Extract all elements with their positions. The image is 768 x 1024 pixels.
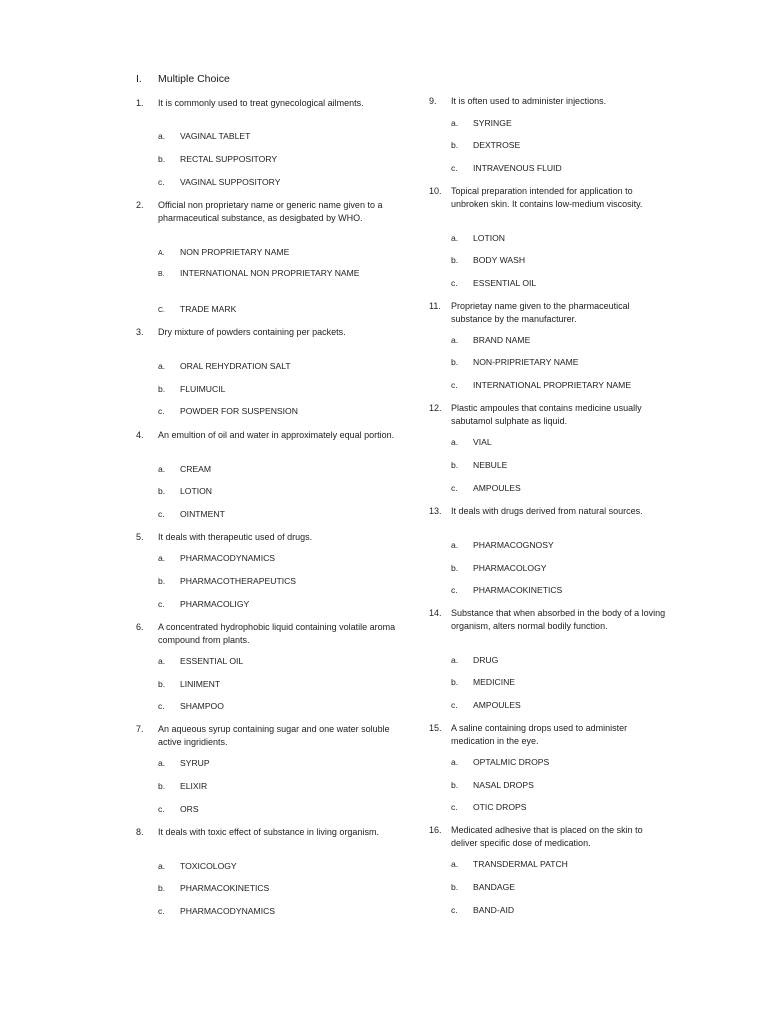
- answer-option: [429, 802, 669, 813]
- answer-option: [136, 656, 396, 667]
- option-letter: c.: [451, 802, 458, 812]
- question: [429, 607, 669, 632]
- section-title: Multiple Choice: [158, 73, 230, 85]
- option-text: OINTMENT: [180, 509, 225, 519]
- option-letter: a.: [451, 540, 459, 550]
- answer-option: [429, 460, 669, 471]
- option-letter: b.: [451, 780, 459, 790]
- option-text: ESSENTIAL OIL: [180, 656, 244, 666]
- option-letter: A.: [158, 250, 165, 257]
- option-letter: b.: [158, 154, 166, 164]
- option-letter: c.: [451, 905, 458, 915]
- question-number: 7.: [136, 724, 144, 734]
- answer-option: [429, 540, 669, 551]
- option-letter: c.: [451, 700, 458, 710]
- question-number: 4.: [136, 430, 144, 440]
- option-letter: a.: [158, 656, 166, 666]
- answer-option: [136, 268, 396, 279]
- question: [136, 97, 396, 110]
- question-number: 6.: [136, 622, 144, 632]
- answer-option: [136, 758, 396, 769]
- question-text: Proprietay name given to the pharmaceutical substance by the manufacturer.: [451, 301, 630, 324]
- question-text: Dry mixture of powders containing per packets.: [158, 327, 346, 337]
- question-text: An aqueous syrup containing sugar and one water soluble active ingridients.: [158, 724, 390, 747]
- answer-option: [429, 882, 669, 893]
- question-number: 14.: [429, 608, 442, 618]
- question-number: 16.: [429, 825, 442, 835]
- answer-option: [136, 304, 396, 315]
- answer-option: [136, 464, 396, 475]
- question: [136, 723, 396, 748]
- answer-option: [136, 247, 396, 258]
- question-text: It deals with drugs derived from natural sources.: [451, 506, 643, 516]
- option-letter: b.: [451, 882, 459, 892]
- answer-option: [136, 154, 396, 165]
- answer-option: [429, 563, 669, 574]
- option-text: NON PROPRIETARY NAME: [180, 247, 290, 257]
- option-text: OTIC DROPS: [473, 802, 527, 812]
- question-number: 13.: [429, 506, 442, 516]
- option-text: DRUG: [473, 655, 499, 665]
- option-text: PHARMACOTHERAPEUTICS: [180, 576, 297, 586]
- question-text: It deals with toxic effect of substance in living organism.: [158, 827, 379, 837]
- question-text: It deals with therapeutic used of drugs.: [158, 532, 313, 542]
- question-number: 11.: [429, 301, 441, 311]
- option-text: VAGINAL TABLET: [180, 131, 251, 141]
- option-text: ORS: [180, 804, 199, 814]
- option-text: NASAL DROPS: [473, 780, 534, 790]
- option-letter: c.: [451, 380, 458, 390]
- question: [136, 531, 396, 544]
- answer-option: [136, 576, 396, 587]
- option-letter: c.: [158, 906, 165, 916]
- option-text: PHARMACOKINETICS: [473, 585, 563, 595]
- question-text: Medicated adhesive that is placed on the skin to deliver specific dose of medication.: [451, 825, 643, 848]
- section-number: I.: [136, 73, 142, 85]
- question: [429, 505, 669, 518]
- answer-option: [429, 255, 669, 266]
- answer-option: [429, 655, 669, 666]
- option-letter: b.: [158, 486, 166, 496]
- answer-option: [429, 233, 669, 244]
- option-letter: b.: [451, 563, 459, 573]
- option-text: TRADE MARK: [180, 304, 237, 314]
- answer-option: [136, 781, 396, 792]
- question: [136, 621, 396, 646]
- option-text: PHARMACOLOGY: [473, 563, 547, 573]
- question-number: 12.: [429, 403, 442, 413]
- question-text: Plastic ampoules that contains medicine usually sabutamol sulphate as liquid.: [451, 403, 642, 426]
- question-text: It is commonly used to treat gynecological ailments.: [158, 98, 364, 108]
- question-text: A saline containing drops used to administer medication in the eye.: [451, 723, 628, 746]
- question-number: 2.: [136, 200, 144, 210]
- option-text: INTERNATIONAL PROPRIETARY NAME: [473, 380, 632, 390]
- question: [136, 429, 396, 442]
- question-number: 10.: [429, 186, 442, 196]
- option-letter: a.: [158, 758, 166, 768]
- answer-option: [136, 883, 396, 894]
- option-letter: b.: [158, 679, 166, 689]
- answer-option: [136, 486, 396, 497]
- question-text: Official non proprietary name or generic name given to a pharmaceutical substance, as desigbated by WHO.: [158, 200, 383, 223]
- question-number: 3.: [136, 327, 144, 337]
- option-text: ELIXIR: [180, 781, 208, 791]
- option-letter: c.: [158, 406, 165, 416]
- option-text: FLUIMUCIL: [180, 384, 226, 394]
- question-text: It is often used to administer injections.: [451, 96, 607, 106]
- answer-option: [429, 585, 669, 596]
- option-text: NON-PRIPRIETARY NAME: [473, 357, 579, 367]
- answer-option: [429, 905, 669, 916]
- option-letter: b.: [158, 384, 166, 394]
- option-text: SYRINGE: [473, 118, 512, 128]
- question-number: 15.: [429, 723, 442, 733]
- answer-option: [136, 599, 396, 610]
- option-letter: b.: [158, 576, 166, 586]
- question-text: Topical preparation intended for application to unbroken skin. It contains low-medium viscosity.: [451, 186, 643, 209]
- question: [136, 199, 396, 224]
- answer-option: [429, 357, 669, 368]
- answer-option: [429, 278, 669, 289]
- option-text: SYRUP: [180, 758, 210, 768]
- option-letter: c.: [158, 701, 165, 711]
- option-letter: a.: [158, 361, 166, 371]
- option-text: ESSENTIAL OIL: [473, 278, 537, 288]
- option-letter: a.: [158, 553, 166, 563]
- option-text: CREAM: [180, 464, 212, 474]
- option-letter: B.: [158, 271, 165, 278]
- answer-option: [429, 757, 669, 768]
- option-text: VIAL: [473, 437, 492, 447]
- answer-option: [136, 679, 396, 690]
- answer-option: [136, 804, 396, 815]
- option-letter: b.: [451, 357, 459, 367]
- option-text: NEBULE: [473, 460, 508, 470]
- option-text: DEXTROSE: [473, 140, 521, 150]
- option-letter: a.: [451, 655, 459, 665]
- question: [429, 185, 669, 210]
- question-number: 5.: [136, 532, 144, 542]
- answer-option: [136, 177, 396, 188]
- option-text: PHARMACOKINETICS: [180, 883, 270, 893]
- option-text: LINIMENT: [180, 679, 221, 689]
- answer-option: [136, 509, 396, 520]
- option-letter: c.: [451, 585, 458, 595]
- option-text: PHARMACODYNAMICS: [180, 553, 276, 563]
- answer-option: [136, 361, 396, 372]
- option-text: LOTION: [180, 486, 212, 496]
- option-letter: a.: [158, 131, 166, 141]
- option-text: MEDICINE: [473, 677, 516, 687]
- option-letter: a.: [158, 464, 166, 474]
- option-text: PHARMACOGNOSY: [473, 540, 554, 550]
- option-text: RECTAL SUPPOSITORY: [180, 154, 278, 164]
- option-text: AMPOULES: [473, 483, 521, 493]
- answer-option: [429, 483, 669, 494]
- answer-option: [429, 118, 669, 129]
- question-number: 1.: [136, 98, 144, 108]
- answer-option: [136, 553, 396, 564]
- option-text: TRANSDERMAL PATCH: [473, 859, 568, 869]
- answer-option: [429, 380, 669, 391]
- question: [429, 95, 669, 108]
- question: [429, 824, 669, 849]
- option-letter: a.: [451, 859, 459, 869]
- option-text: TOXICOLOGY: [180, 861, 237, 871]
- question: [429, 402, 669, 427]
- question-number: 9.: [429, 96, 437, 106]
- answer-option: [136, 906, 396, 917]
- option-letter: c.: [158, 599, 165, 609]
- question: [136, 826, 396, 839]
- option-letter: c.: [158, 509, 165, 519]
- option-letter: c.: [451, 163, 458, 173]
- answer-option: [429, 700, 669, 711]
- answer-option: [429, 437, 669, 448]
- option-text: SHAMPOO: [180, 701, 224, 711]
- option-letter: a.: [451, 437, 459, 447]
- answer-option: [429, 859, 669, 870]
- answer-option: [429, 335, 669, 346]
- option-letter: a.: [451, 118, 459, 128]
- answer-option: [429, 677, 669, 688]
- question: [136, 326, 396, 339]
- question-text: A concentrated hydrophobic liquid containing volatile aroma compound from plants.: [158, 622, 396, 645]
- option-text: VAGINAL SUPPOSITORY: [180, 177, 281, 187]
- question-text: Substance that when absorbed in the body of a loving organism, alters normal bodily function.: [451, 608, 666, 631]
- section-header: [136, 73, 230, 85]
- option-text: ORAL REHYDRATION SALT: [180, 361, 291, 371]
- option-letter: b.: [451, 460, 459, 470]
- option-text: INTERNATIONAL NON PROPRIETARY NAME: [180, 268, 360, 278]
- option-text: LOTION: [473, 233, 505, 243]
- option-text: BODY WASH: [473, 255, 526, 265]
- option-text: OPTALMIC DROPS: [473, 757, 550, 767]
- answer-option: [136, 406, 396, 417]
- question-text: An emultion of oil and water in approximately equal portion.: [158, 430, 395, 440]
- option-text: AMPOULES: [473, 700, 521, 710]
- question: [429, 300, 669, 325]
- option-letter: c.: [451, 278, 458, 288]
- option-letter: a.: [451, 757, 459, 767]
- option-letter: b.: [451, 255, 459, 265]
- answer-option: [429, 780, 669, 791]
- answer-option: [136, 861, 396, 872]
- option-letter: C.: [158, 307, 165, 314]
- option-text: PHARMACOLIGY: [180, 599, 250, 609]
- question-number: 8.: [136, 827, 144, 837]
- option-letter: a.: [451, 335, 459, 345]
- option-text: INTRAVENOUS FLUID: [473, 163, 562, 173]
- option-letter: c.: [451, 483, 458, 493]
- option-text: BRAND NAME: [473, 335, 531, 345]
- answer-option: [429, 163, 669, 174]
- answer-option: [136, 384, 396, 395]
- question: [429, 722, 669, 747]
- answer-option: [136, 131, 396, 142]
- answer-option: [429, 140, 669, 151]
- option-letter: b.: [158, 883, 166, 893]
- option-letter: b.: [158, 781, 166, 791]
- option-letter: b.: [451, 677, 459, 687]
- option-letter: b.: [451, 140, 459, 150]
- option-letter: a.: [158, 861, 166, 871]
- option-letter: a.: [451, 233, 459, 243]
- answer-option: [136, 701, 396, 712]
- option-text: BANDAGE: [473, 882, 516, 892]
- option-text: BAND-AID: [473, 905, 515, 915]
- option-text: POWDER FOR SUSPENSION: [180, 406, 298, 416]
- option-text: PHARMACODYNAMICS: [180, 906, 276, 916]
- option-letter: c.: [158, 177, 165, 187]
- option-letter: c.: [158, 804, 165, 814]
